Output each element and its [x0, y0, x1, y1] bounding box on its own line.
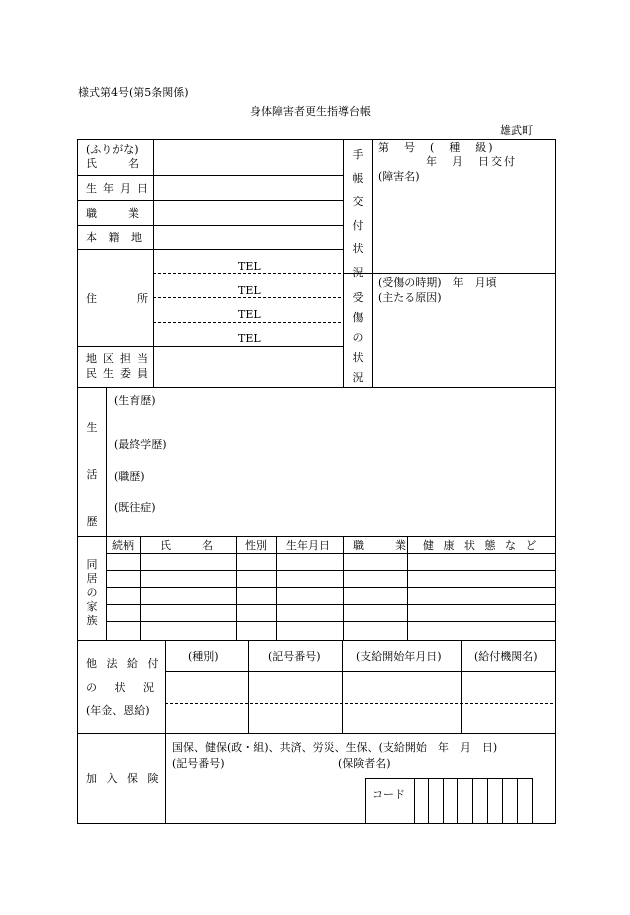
injury-time-label: (受傷の時期) 年 月頃	[378, 276, 497, 289]
town-name: 雄武町	[500, 124, 533, 137]
family-col-name: 氏 名	[160, 539, 216, 552]
tel-label-3: TEL	[238, 308, 261, 321]
benefits-col-start: (支給開始年月日)	[356, 650, 442, 663]
history-side-label: 生活歴	[86, 421, 98, 528]
benefits-label-1: 他 法 給 付	[86, 657, 162, 670]
tel-label-4: TEL	[238, 332, 261, 345]
birthdate-field[interactable]	[154, 176, 343, 200]
insurance-number-label: (記号番号)	[172, 757, 225, 770]
insurance-side-label: 加 入 保 険	[86, 772, 162, 785]
history-education: (最終学歴)	[114, 438, 167, 451]
district-officer-label: 地区担当	[86, 352, 154, 365]
occupation-field[interactable]	[154, 201, 343, 225]
domicile-field[interactable]	[154, 226, 343, 249]
family-col-relation: 続柄	[112, 539, 134, 552]
insurer-name-label: (保険者名)	[338, 757, 391, 770]
techo-date-line: 年 月 日交付	[426, 155, 517, 168]
injury-side-label: 受傷の状況	[352, 291, 364, 384]
history-upbringing: (生育歴)	[114, 394, 156, 407]
form-number: 様式第4号(第5条関係)	[78, 86, 189, 99]
birthdate-label: 生年月日	[86, 182, 154, 195]
insurance-types-line: 国保、健保(政・組)、共済、労災、生保、(支給開始 年 月 日)	[172, 741, 498, 754]
district-commissioner-field[interactable]	[154, 347, 343, 387]
benefits-col-agency: (給付機関名)	[474, 650, 538, 663]
family-side-label: 同居の家族	[86, 558, 98, 627]
tel-label-2: TEL	[238, 284, 261, 297]
history-career: (職歴)	[114, 470, 145, 483]
address-label: 住 所	[86, 292, 154, 305]
furigana-label: (ふりがな)	[86, 143, 139, 156]
family-col-health: 健 康 状 態 な ど	[423, 539, 540, 552]
techo-number-line: 第 号 ( 種 級)	[378, 141, 495, 154]
benefits-col-type: (種別)	[188, 650, 219, 663]
family-col-occupation: 職 業	[353, 539, 409, 552]
techo-side-label: 手帳交付状況	[352, 148, 364, 279]
benefits-label-2: の 状 況	[86, 681, 161, 694]
benefits-col-number: (記号番号)	[268, 650, 321, 663]
code-label: コード	[372, 788, 405, 801]
tel-label-1: TEL	[238, 260, 261, 273]
welfare-commissioner-label: 民生委員	[86, 367, 154, 380]
benefits-label-3: (年金、恩給)	[86, 704, 150, 717]
injury-cause-label: (主たる原因)	[378, 291, 442, 304]
disability-name-label: (障害名)	[378, 170, 420, 183]
form-title: 身体障害者更生指導台帳	[250, 105, 371, 118]
address-field[interactable]	[154, 250, 343, 346]
name-field[interactable]	[154, 140, 343, 175]
name-label: 氏 名	[86, 157, 142, 170]
occupation-label: 職 業	[86, 207, 142, 220]
domicile-label: 本 籍 地	[86, 231, 146, 244]
family-col-sex: 性別	[245, 539, 267, 552]
family-col-birthdate: 生年月日	[286, 539, 330, 552]
history-medical: (既往症)	[114, 501, 156, 514]
